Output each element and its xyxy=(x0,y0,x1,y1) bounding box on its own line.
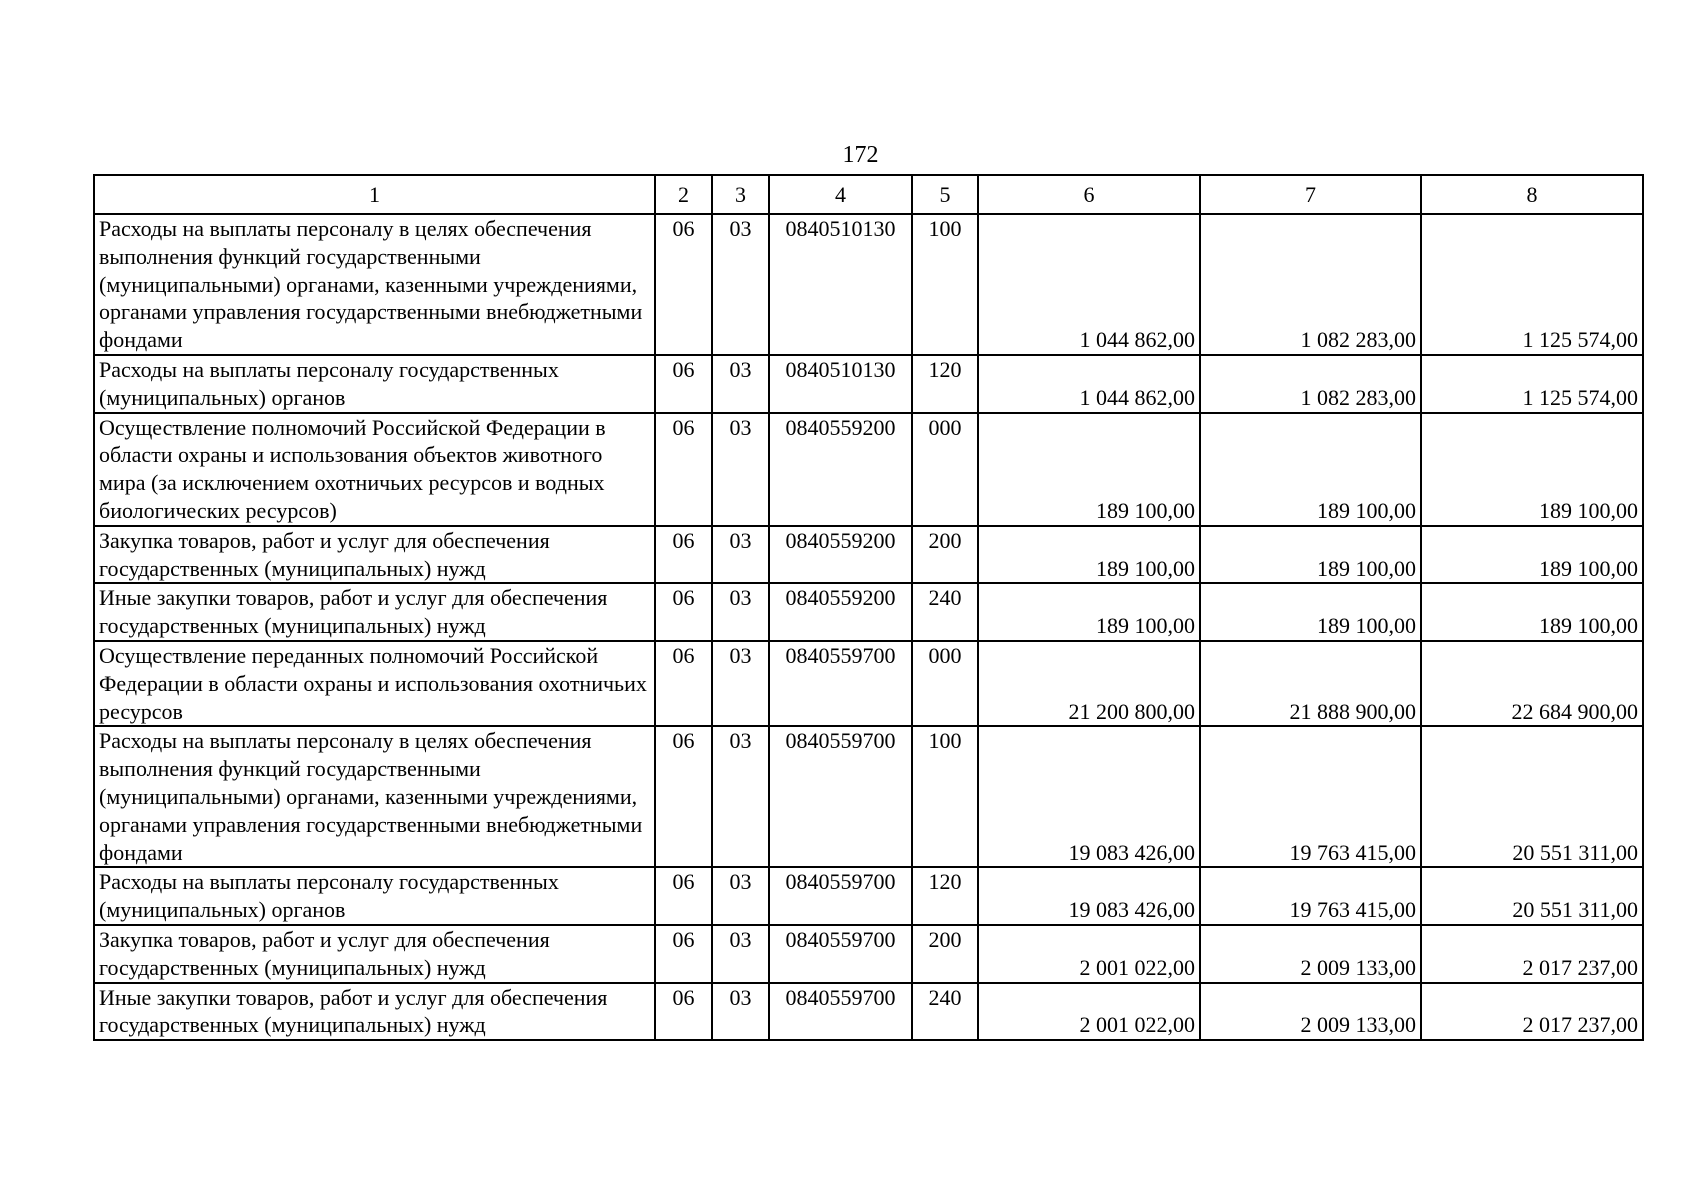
row-amount-3: 1 125 574,00 xyxy=(1421,214,1643,355)
row-subsection: 03 xyxy=(712,925,769,983)
row-expense-type: 000 xyxy=(912,413,978,526)
row-target-article: 0840559200 xyxy=(769,413,912,526)
row-amount-1: 1 044 862,00 xyxy=(978,355,1200,413)
row-expense-type: 200 xyxy=(912,925,978,983)
row-name: Осуществление переданных полномочий Российской Федерации в области охраны и использования охотничьих ресурсов xyxy=(94,641,655,726)
column-header: 3 xyxy=(712,175,769,214)
row-subsection: 03 xyxy=(712,726,769,867)
row-name: Осуществление полномочий Российской Федерации в области охраны и использования объектов животного мира (за исключением охотничьих ресурсов и водных биологических ресурсов) xyxy=(94,413,655,526)
row-amount-1: 189 100,00 xyxy=(978,526,1200,584)
row-name: Иные закупки товаров, работ и услуг для обеспечения государственных (муниципальных) нужд xyxy=(94,983,655,1041)
column-numbers-row xyxy=(94,175,1643,214)
row-amount-3: 189 100,00 xyxy=(1421,583,1643,641)
row-amount-2: 189 100,00 xyxy=(1200,526,1421,584)
row-amount-3: 189 100,00 xyxy=(1421,526,1643,584)
row-target-article: 0840559700 xyxy=(769,641,912,726)
row-amount-3: 2 017 237,00 xyxy=(1421,983,1643,1041)
row-expense-type: 120 xyxy=(912,355,978,413)
table-row xyxy=(94,641,1643,726)
row-section: 06 xyxy=(655,867,712,925)
row-subsection: 03 xyxy=(712,413,769,526)
table-row xyxy=(94,413,1643,526)
table-row xyxy=(94,355,1643,413)
row-amount-1: 2 001 022,00 xyxy=(978,925,1200,983)
row-amount-3: 1 125 574,00 xyxy=(1421,355,1643,413)
row-amount-3: 22 684 900,00 xyxy=(1421,641,1643,726)
row-amount-3: 20 551 311,00 xyxy=(1421,726,1643,867)
row-amount-2: 1 082 283,00 xyxy=(1200,355,1421,413)
row-section: 06 xyxy=(655,726,712,867)
row-section: 06 xyxy=(655,983,712,1041)
row-subsection: 03 xyxy=(712,641,769,726)
row-amount-2: 189 100,00 xyxy=(1200,413,1421,526)
row-amount-3: 2 017 237,00 xyxy=(1421,925,1643,983)
row-section: 06 xyxy=(655,925,712,983)
row-subsection: 03 xyxy=(712,526,769,584)
row-section: 06 xyxy=(655,214,712,355)
row-target-article: 0840559200 xyxy=(769,526,912,584)
row-subsection: 03 xyxy=(712,867,769,925)
column-header: 4 xyxy=(769,175,912,214)
row-section: 06 xyxy=(655,413,712,526)
row-amount-1: 2 001 022,00 xyxy=(978,983,1200,1041)
row-expense-type: 240 xyxy=(912,983,978,1041)
row-amount-2: 189 100,00 xyxy=(1200,583,1421,641)
table-row xyxy=(94,526,1643,584)
column-header: 2 xyxy=(655,175,712,214)
row-section: 06 xyxy=(655,641,712,726)
row-section: 06 xyxy=(655,355,712,413)
row-expense-type: 000 xyxy=(912,641,978,726)
table-row xyxy=(94,726,1643,867)
row-expense-type: 100 xyxy=(912,726,978,867)
row-amount-2: 2 009 133,00 xyxy=(1200,983,1421,1041)
row-amount-1: 189 100,00 xyxy=(978,583,1200,641)
row-name: Закупка товаров, работ и услуг для обеспечения государственных (муниципальных) нужд xyxy=(94,925,655,983)
row-section: 06 xyxy=(655,583,712,641)
column-header: 5 xyxy=(912,175,978,214)
row-name: Расходы на выплаты персоналу в целях обеспечения выполнения функций государственными (муниципальными) органами, казенными учреждениями, органами управления государственными внебюджетными фондами xyxy=(94,214,655,355)
table-row xyxy=(94,214,1643,355)
page-number: 172 xyxy=(842,142,879,168)
row-target-article: 0840559700 xyxy=(769,983,912,1041)
column-header: 6 xyxy=(978,175,1200,214)
row-amount-1: 21 200 800,00 xyxy=(978,641,1200,726)
row-amount-2: 2 009 133,00 xyxy=(1200,925,1421,983)
row-amount-3: 189 100,00 xyxy=(1421,413,1643,526)
row-target-article: 0840559200 xyxy=(769,583,912,641)
row-target-article: 0840559700 xyxy=(769,726,912,867)
budget-table xyxy=(93,174,1644,1041)
row-name: Иные закупки товаров, работ и услуг для обеспечения государственных (муниципальных) нужд xyxy=(94,583,655,641)
row-subsection: 03 xyxy=(712,355,769,413)
row-amount-1: 1 044 862,00 xyxy=(978,214,1200,355)
row-name: Закупка товаров, работ и услуг для обеспечения государственных (муниципальных) нужд xyxy=(94,526,655,584)
row-target-article: 0840559700 xyxy=(769,925,912,983)
row-amount-2: 1 082 283,00 xyxy=(1200,214,1421,355)
row-name: Расходы на выплаты персоналу государственных (муниципальных) органов xyxy=(94,867,655,925)
row-target-article: 0840510130 xyxy=(769,355,912,413)
row-amount-1: 19 083 426,00 xyxy=(978,726,1200,867)
row-expense-type: 100 xyxy=(912,214,978,355)
column-header: 8 xyxy=(1421,175,1643,214)
row-subsection: 03 xyxy=(712,583,769,641)
row-amount-2: 19 763 415,00 xyxy=(1200,867,1421,925)
row-subsection: 03 xyxy=(712,983,769,1041)
table-row xyxy=(94,583,1643,641)
table-row xyxy=(94,925,1643,983)
row-expense-type: 240 xyxy=(912,583,978,641)
row-target-article: 0840510130 xyxy=(769,214,912,355)
row-amount-2: 19 763 415,00 xyxy=(1200,726,1421,867)
table-row xyxy=(94,983,1643,1041)
row-amount-1: 19 083 426,00 xyxy=(978,867,1200,925)
row-amount-3: 20 551 311,00 xyxy=(1421,867,1643,925)
row-target-article: 0840559700 xyxy=(769,867,912,925)
row-section: 06 xyxy=(655,526,712,584)
row-amount-2: 21 888 900,00 xyxy=(1200,641,1421,726)
table-row xyxy=(94,867,1643,925)
row-name: Расходы на выплаты персоналу государственных (муниципальных) органов xyxy=(94,355,655,413)
column-header: 7 xyxy=(1200,175,1421,214)
row-expense-type: 200 xyxy=(912,526,978,584)
column-header: 1 xyxy=(94,175,655,214)
row-name: Расходы на выплаты персоналу в целях обеспечения выполнения функций государственными (муниципальными) органами, казенными учреждениями, органами управления государственными внебюджетными фондами xyxy=(94,726,655,867)
row-amount-1: 189 100,00 xyxy=(978,413,1200,526)
row-expense-type: 120 xyxy=(912,867,978,925)
row-subsection: 03 xyxy=(712,214,769,355)
